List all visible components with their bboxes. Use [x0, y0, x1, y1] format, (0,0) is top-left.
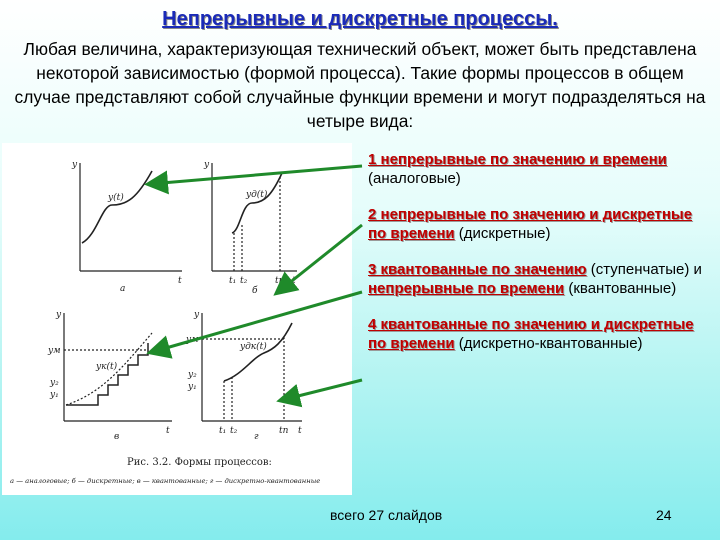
process-forms-drawing [2, 143, 352, 495]
kind-item-2 [368, 205, 713, 243]
panel-a-curve-label: y(t) [108, 193, 124, 203]
panel-d-t1-label: t₁ [219, 426, 227, 436]
kind-4-heading: 4 квантованные по значению и дискретные по времени [368, 316, 694, 352]
panel-d-y1-label: y₁ [188, 382, 197, 392]
panel-d-t2-label: t₂ [230, 426, 238, 436]
process-forms-figure [2, 143, 352, 495]
kind-1-heading: 1 непрерывные по значению и времени [368, 151, 667, 168]
panel-a-curve [82, 171, 152, 243]
kind-2-note: (дискретные) [454, 225, 551, 242]
kind-item-1 [368, 150, 713, 188]
panel-b-curve-label: yд(t) [246, 190, 268, 200]
intro-paragraph: Любая величина, характеризующая технический объект, может быть представлена некоторой зависимостью (формой процесса). Такие формы процессов в общем случае представляют собой случайные функции времени и могут подразделяться на четыре вида: [14, 39, 706, 131]
panel-c-y2-label: y₂ [50, 378, 59, 388]
panel-d-ym-label: yм [186, 335, 199, 345]
panel-c-letter: в [114, 432, 120, 442]
kind-3-heading-2: непрерывные по времени [368, 280, 565, 297]
kind-1-note: (аналоговые) [368, 170, 461, 187]
panel-d-t-label: t [298, 426, 302, 436]
panel-b-t-label: t [292, 276, 296, 286]
panel-c-y-label: y [56, 310, 62, 320]
panel-a-letter: а [120, 284, 126, 294]
kind-3-heading: 3 квантованные по значению [368, 261, 587, 278]
kind-item-3 [368, 260, 713, 298]
panel-d-y2-label: y₂ [188, 370, 197, 380]
kind-item-4 [368, 315, 713, 353]
panel-b-tn-label: tп [275, 276, 285, 286]
figure-caption: Рис. 3.2. Формы процессов: [127, 457, 272, 468]
page-number: 24 [656, 507, 672, 523]
kind-4-note: (дискретно-квантованные) [454, 335, 643, 352]
panel-a-t-label: t [178, 276, 182, 286]
kind-3-note: (ступенчатые) и [586, 261, 702, 278]
panel-b-curve [232, 173, 282, 233]
panel-c-t-label: t [166, 426, 170, 436]
panel-b-letter: б [252, 286, 258, 296]
panel-b-t1-label: t₁ [229, 276, 237, 286]
total-slides-label: всего 27 слайдов [330, 507, 443, 523]
panel-d-tn-label: tп [279, 426, 289, 436]
panel-c-ym-label: yм [48, 346, 61, 356]
panel-a-y-label: y [72, 160, 78, 170]
panel-c-y1-label: y₁ [50, 390, 59, 400]
panel-b-y-label: y [204, 160, 210, 170]
panel-d-curve-label: yдк(t) [240, 342, 267, 352]
slide-title: Непрерывные и дискретные процессы. [162, 8, 558, 30]
kind-2-heading: 2 непрерывные по значению и дискретные по времени [368, 206, 693, 242]
process-kinds-list [368, 150, 713, 370]
panel-d-curve [224, 323, 292, 381]
panel-c-curve-label: yк(t) [96, 362, 118, 372]
panel-b-t2-label: t₂ [240, 276, 248, 286]
panel-d-letter: г [254, 432, 259, 442]
kind-3-note-2: (квантованные) [564, 280, 677, 297]
figure-legend: а — аналоговые; б — дискретные; в — квантованные; г — дискретно-квантованные [10, 477, 321, 485]
panel-d-y-label: y [194, 310, 200, 320]
